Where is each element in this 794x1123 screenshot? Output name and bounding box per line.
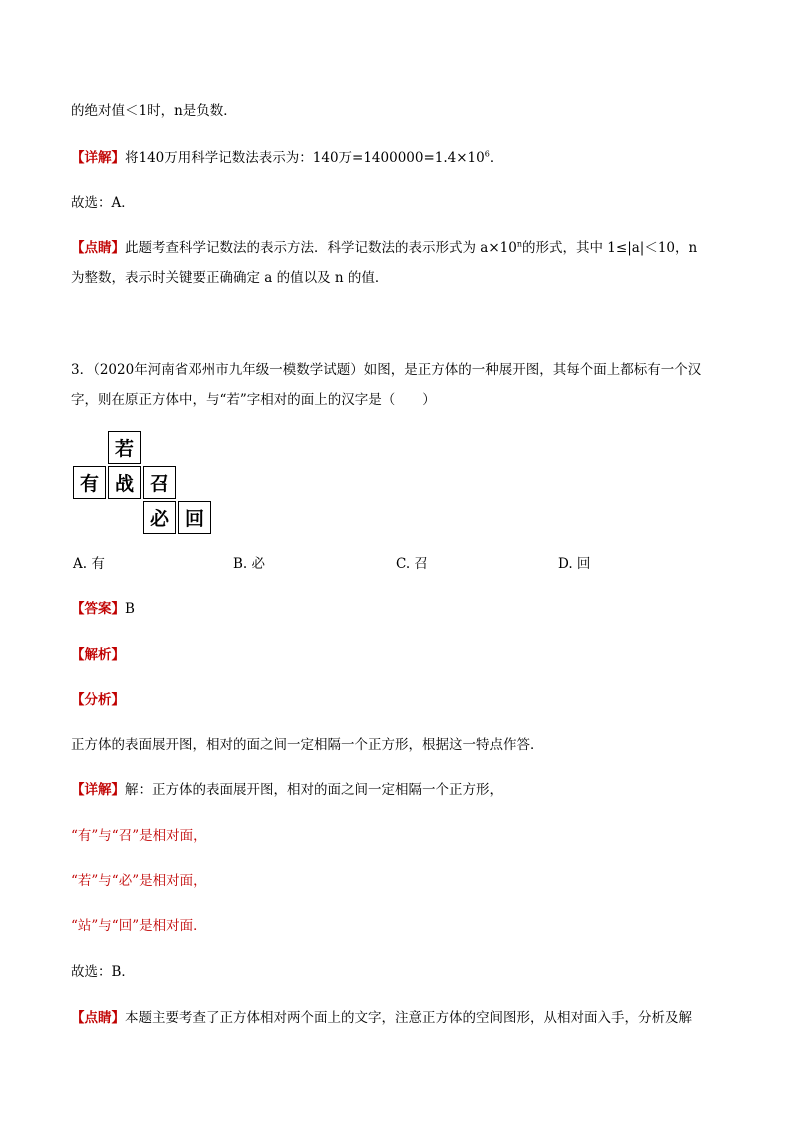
- point-1-line-2: [71, 268, 388, 288]
- pair-text: “有”与“召”是相对面，: [71, 828, 207, 844]
- point-text-3: 本题主要考查了正方体相对两个面上的文字，注意正方体的空间图形，从相对面入手，分析及解: [125, 1010, 692, 1026]
- option-d[interactable]: D. 回: [558, 556, 591, 572]
- point-text: 此题考查科学记数法的表示方法．科学记数法的表示形式为 a×10: [125, 240, 517, 256]
- pair-text: “站”与“回”是相对面．: [71, 918, 207, 934]
- detail-2: [71, 780, 503, 800]
- net-cell-bottom: 必: [143, 501, 176, 534]
- detail-1: [71, 148, 503, 168]
- answer-value: B: [125, 601, 135, 617]
- pair-line-3: [71, 916, 207, 936]
- question-3-line-2: [71, 390, 436, 410]
- point-tag: 【点睛】: [71, 240, 125, 256]
- answer-tag: 【答案】: [71, 601, 125, 617]
- pair-line-2: [71, 871, 207, 891]
- detail-text-2: 解：正方体的表面展开图，相对的面之间一定相隔一个正方形，: [125, 782, 503, 798]
- detail-tag-2: 【详解】: [71, 782, 125, 798]
- answer-line-2: [71, 962, 135, 982]
- analysis-tag: 【解析】: [71, 647, 125, 663]
- fenxi-section: [71, 690, 125, 710]
- answer-text-2: 故选：B．: [71, 964, 135, 980]
- net-cell-left: 有: [73, 466, 106, 499]
- net-cell-right: 召: [143, 466, 176, 499]
- option-b[interactable]: B. 必: [233, 556, 266, 572]
- answer-section: [71, 599, 135, 619]
- paragraph-line-1: [71, 101, 237, 121]
- option-a[interactable]: A. 有: [73, 556, 105, 572]
- answer-line-1: [71, 193, 135, 213]
- question-3-line-1: [71, 360, 701, 380]
- pair-line-1: [71, 826, 207, 846]
- analysis-section: [71, 645, 125, 665]
- question-text: 3．（2020年河南省邓州市九年级一模数学试题）如图，是正方体的一种展开图，其每个面上都标有一个汉: [71, 362, 702, 378]
- exponent: 6: [484, 149, 490, 159]
- text-continuation: 的绝对值＜1时，n是负数．: [71, 103, 237, 119]
- pair-text: “若”与“必”是相对面，: [71, 873, 207, 889]
- net-cell-center: 战: [108, 466, 141, 499]
- option-c[interactable]: C. 召: [396, 556, 428, 572]
- point-1-line-1: [71, 238, 697, 258]
- point-text-end: 的形式，其中 1≤|a|＜10，n: [522, 240, 698, 256]
- net-cell-bottom-right: 回: [178, 501, 211, 534]
- detail-tag: 【详解】: [71, 150, 125, 166]
- detail-text-end: ．: [489, 150, 504, 166]
- question-text-2: 字，则在原正方体中，与“若”字相对的面上的汉字是（ ）: [71, 392, 436, 408]
- fenxi-text-line: [71, 735, 544, 755]
- answer-text: 故选：A．: [71, 195, 135, 211]
- exponent-n: n: [516, 239, 522, 249]
- fenxi-text: 正方体的表面展开图，相对的面之间一定相隔一个正方形，根据这一特点作答．: [71, 737, 544, 753]
- point-text-2: 为整数，表示时关键要正确确定 a 的值以及 n 的值．: [71, 270, 389, 286]
- detail-text: 将140万用科学记数法表示为：140万=1400000=1.4×10: [125, 150, 485, 166]
- cube-net-figure: [73, 431, 213, 535]
- point-tag-2: 【点睛】: [71, 1010, 125, 1026]
- fenxi-tag: 【分析】: [71, 692, 125, 708]
- net-cell-top: 若: [108, 431, 141, 464]
- point-2: [71, 1008, 692, 1028]
